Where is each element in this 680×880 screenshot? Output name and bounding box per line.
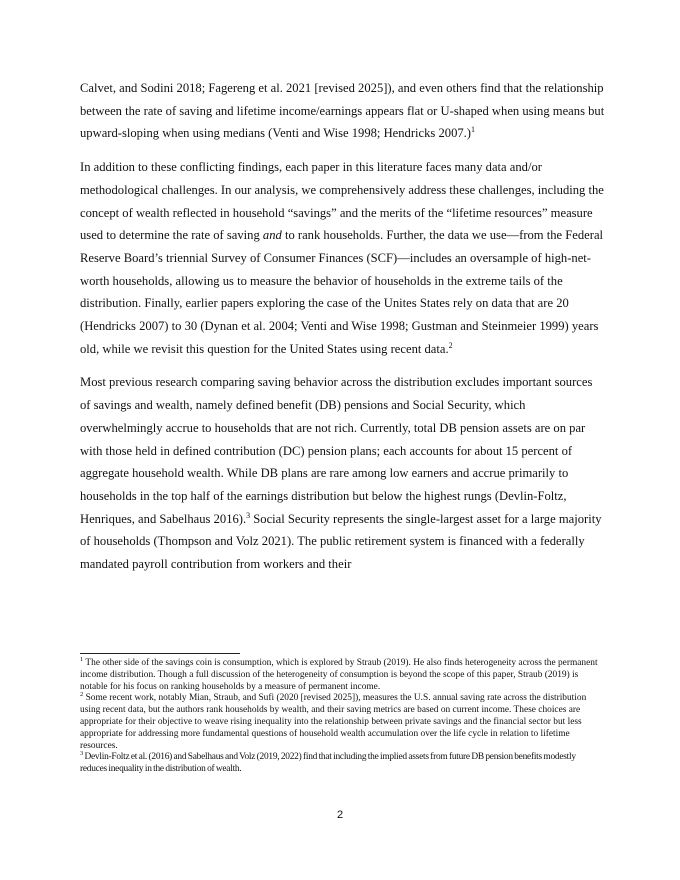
footnote-3-text: Devlin-Foltz et al. (2016) and Sabelhaus and Volz (2019, 2022) find that including the implied assets from future DB pension benefits modestly reduces inequality in the distribution of wealth. <box>80 752 576 775</box>
paragraph-1-text: Calvet, and Sodini 2018; Fagereng et al. 2021 [revised 2025]), and even others find that the relationship between the rate of saving and lifetime income/earnings appears flat or U-shaped when using means but upward-sloping when using medians (Venti and Wise 1998; Hendricks 2007.) <box>80 81 605 141</box>
footnote-1-number: 1 <box>80 655 84 663</box>
paragraph-2-emphasis: and <box>262 228 282 243</box>
footnote-2-number: 2 <box>80 691 84 699</box>
footnotes <box>80 655 604 776</box>
footnote-ref-1[interactable]: 1 <box>471 125 476 135</box>
footnote-3 <box>80 752 604 776</box>
footnote-ref-3[interactable]: 3 <box>246 510 251 520</box>
paragraph-3 <box>80 371 605 575</box>
main-text <box>80 77 605 587</box>
paragraph-3-text-b: Social Security represents the single-largest asset for a large majority of households (Thompson and Volz 2021). The public retirement system is financed with a federally mandated payroll contribution from workers and their <box>80 511 602 572</box>
footnote-separator <box>80 653 240 654</box>
paragraph-2-text-b: to rank households. Further, the data we use—from the Federal Reserve Board’s triennial Survey of Consumer Finances (SCF)—includes an oversample of high-net-worth households, allowing us to measure the behavior of households in the extreme tails of the distribution. Finally, earlier papers exploring the case of the Unites States rely on data that are 20 (Hendricks 2007) to 30 (Dynan et al. 2004; Venti and Wise 1998; Gustman and Steinmeier 1999) years old, while we revisit this question for the United States using recent data. <box>80 228 604 356</box>
page-number: 2 <box>336 809 344 821</box>
footnote-2 <box>80 693 604 752</box>
footnote-ref-2[interactable]: 2 <box>448 340 453 350</box>
paragraph-2-text-a: In addition to these conflicting findings, each paper in this literature faces many data and/or methodological challenges. In our analysis, we comprehensively address these challenges, including the concept of wealth reflected in household “savings” and the merits of the “lifetime resources” measure used to determine the rate of saving <box>80 160 604 243</box>
paragraph-1 <box>80 77 605 145</box>
footnote-2-text: Some recent work, notably Mian, Straub, and Sufi (2020 [revised 2025]), measures the U.S. annual saving rate across the distribution using recent data, but the authors rank households by wealth, and their saving metrics are based on current income. These choices are appropriate for their objective to weave rising inequality into the relationship between private savings and the financial sector but less appropriate for addressing more fundamental questions of household wealth accumulation over the life cycle in relation to lifetime resources. <box>80 693 587 751</box>
footnote-3-number: 3 <box>80 750 83 758</box>
paragraph-3-text-a: Most previous research comparing saving behavior across the distribution excludes important sources of savings and wealth, namely defined benefit (DB) pensions and Social Security, which overwhelmingly accrue to households that are not rich. Currently, total DB pension assets are on par with those held in defined contribution (DC) pension plans; each accounts for about 15 percent of aggregate household wealth. While DB plans are rare among low earners and accrue primarily to households in the top half of the earnings distribution but below the highest rungs (Devlin-Foltz, Henriques, and Sabelhaus 2016). <box>80 375 593 526</box>
paragraph-2 <box>80 156 605 360</box>
footnote-1-text: The other side of the savings coin is consumption, which is explored by Straub (2019). He also finds heterogeneity across the permanent income distribution. Though a full discussion of the heterogeneity of consumption is beyond the scope of this paper, Straub (2019) is notable for his focus on ranking households by a measure of permanent income. <box>80 658 598 692</box>
footnote-1 <box>80 655 604 693</box>
